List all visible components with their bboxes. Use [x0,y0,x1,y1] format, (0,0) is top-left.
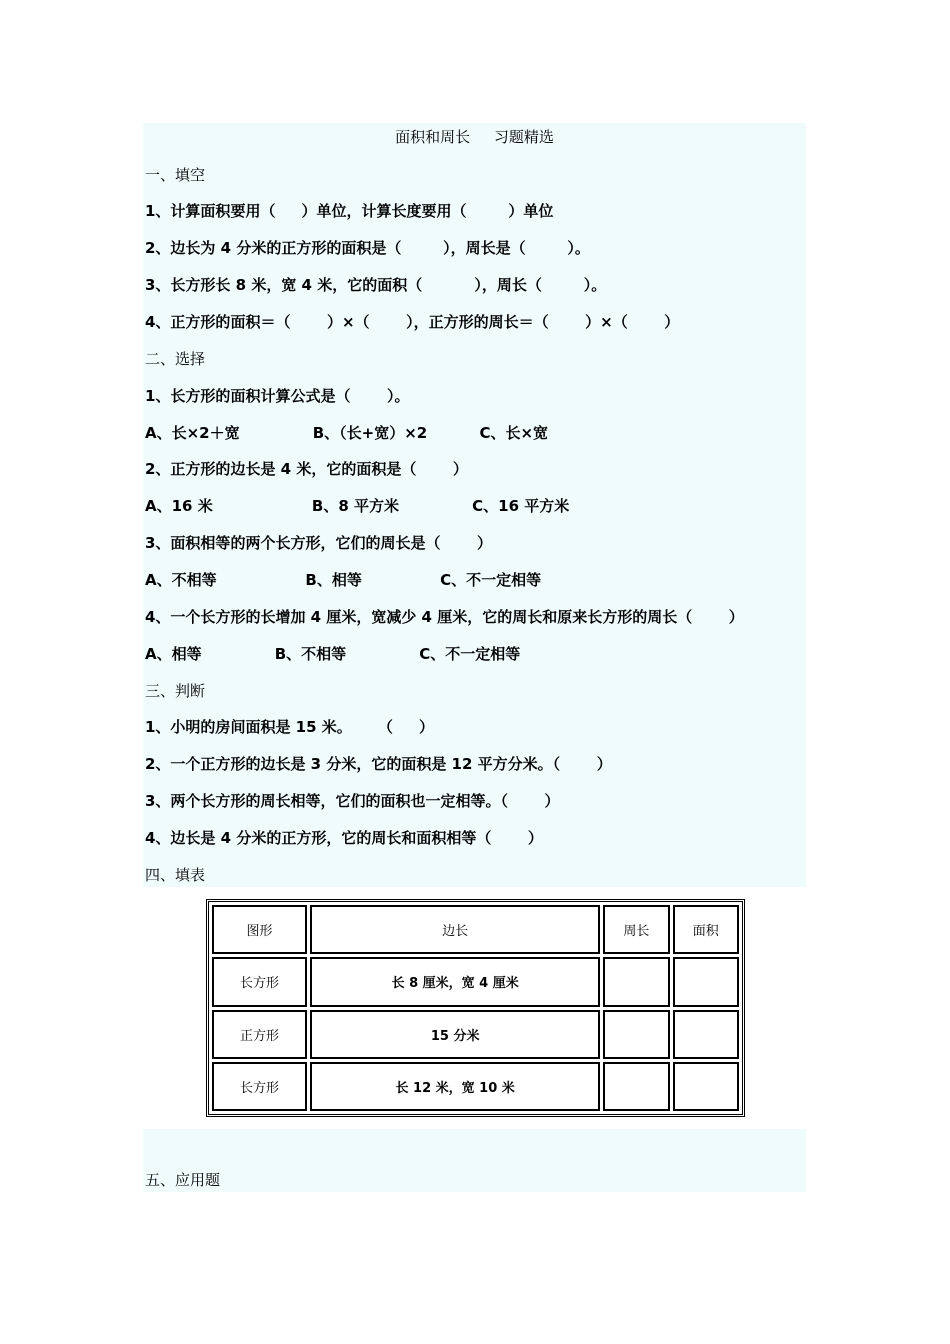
table-row [212,957,739,1006]
table-header-row [212,905,739,954]
table-cell-shape: 正方形 [212,1010,307,1059]
choice-question-2: 2、正方形的边长是 4 米，它的面积是（ ） [145,460,468,478]
fill-question-4: 4、正方形的面积＝（ ）×（ ），正方形的周长＝（ ）×（ ） [145,313,680,331]
judge-question-3: 3、两个长方形的周长相等，它们的面积也一定相等。（ ） [145,792,560,810]
judge-question-2: 2、一个正方形的边长是 3 分米，它的面积是 12 平方分米。（ ） [145,755,612,773]
table-cell-perimeter[interactable] [603,1010,669,1059]
fill-in-table [206,899,745,1117]
judge-question-4: 4、边长是 4 分米的正方形，它的周长和面积相等（ ） [145,829,543,847]
table-header-cell: 周长 [603,905,669,954]
fill-question-3: 3、长方形长 8 米，宽 4 米，它的面积（ ），周长（ ）。 [145,276,607,294]
choice-options-4: A、相等 B、不相等 C、不一定相等 [145,645,521,663]
section-heading-table: 四、填表 [145,866,206,884]
choice-options-3: A、不相等 B、相等 C、不一定相等 [145,571,542,589]
choice-question-4: 4、一个长方形的长增加 4 厘米，宽减少 4 厘米，它的周长和原来长方形的周长（ ） [145,608,744,626]
choice-question-1: 1、长方形的面积计算公式是（ ）。 [145,387,410,405]
section-heading-judge: 三、判断 [145,682,206,700]
choice-question-3: 3、面积相等的两个长方形，它们的周长是（ ） [145,534,492,552]
table-header-cell: 图形 [212,905,307,954]
table-cell-side: 长 12 米，宽 10 米 [310,1062,600,1111]
table-cell-area[interactable] [673,957,739,1006]
fill-question-2: 2、边长为 4 分米的正方形的面积是（ ），周长是（ ）。 [145,239,590,257]
section-heading-application: 五、应用题 [145,1171,221,1189]
section-heading-choice: 二、选择 [145,350,206,368]
section-background-bottom [143,1129,806,1192]
table-row [212,1010,739,1059]
table-header-cell: 边长 [310,905,600,954]
table-cell-side: 15 分米 [310,1010,600,1059]
table-cell-shape: 长方形 [212,957,307,1006]
table-cell-perimeter[interactable] [603,1062,669,1111]
table-cell-perimeter[interactable] [603,957,669,1006]
fill-question-1: 1、计算面积要用（ ）单位，计算长度要用（ ）单位 [145,202,554,220]
table-cell-shape: 长方形 [212,1062,307,1111]
table-row [212,1062,739,1111]
page-title: 面积和周长 习题精选 [395,128,554,146]
table-cell-area[interactable] [673,1010,739,1059]
section-heading-fill: 一、填空 [145,166,206,184]
judge-question-1: 1、小明的房间面积是 15 米。 （ ） [145,718,434,736]
table-cell-area[interactable] [673,1062,739,1111]
choice-options-1: A、长×2＋宽 B、（长+宽）×2 C、长×宽 [145,424,549,442]
table-header-cell: 面积 [673,905,739,954]
table-cell-side: 长 8 厘米，宽 4 厘米 [310,957,600,1006]
choice-options-2: A、16 米 B、8 平方米 C、16 平方米 [145,497,570,515]
